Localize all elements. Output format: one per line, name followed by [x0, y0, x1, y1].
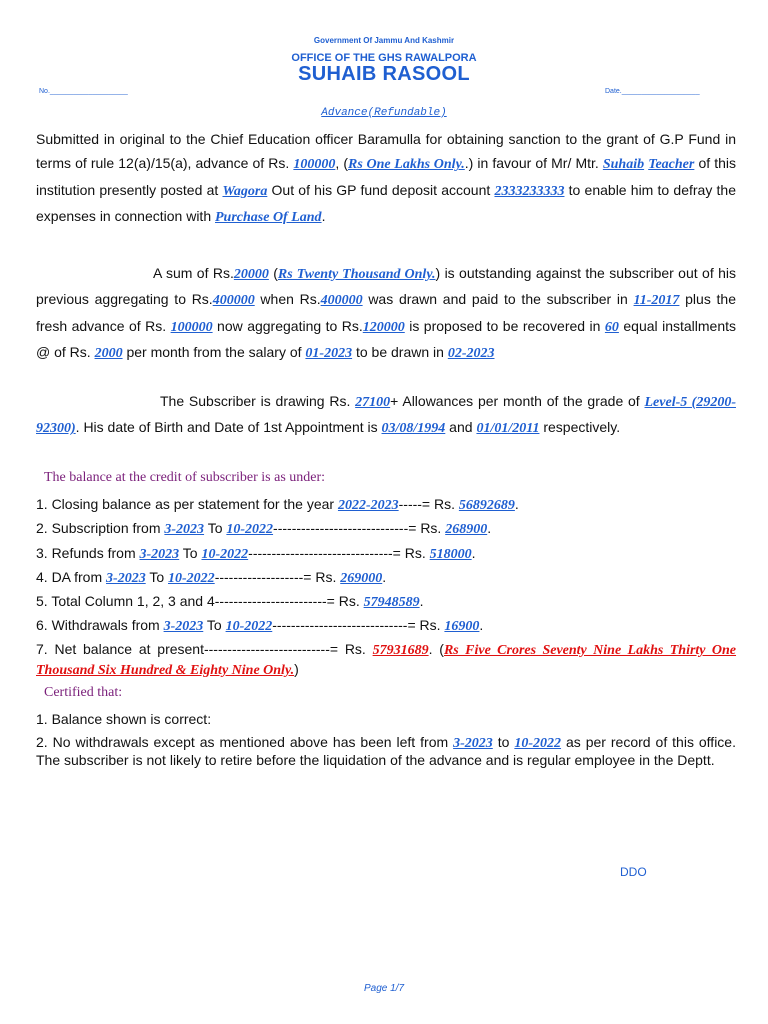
posted-at: Wagora — [222, 183, 268, 199]
pay-grade: Level-5 (29200-92300) — [36, 395, 736, 437]
account-number: 2333233333 — [494, 183, 565, 199]
advance-amount-words: Rs One Lakhs Only. — [348, 157, 465, 173]
balance-item-1: 1. Closing balance as per statement for the year 2022-2023-----= Rs. 56892689. — [36, 496, 519, 513]
certified-heading: Certified that: — [44, 685, 123, 700]
previous-aggregate: 400000 — [212, 293, 255, 309]
date-field: Date.____________________ — [605, 88, 700, 95]
drawn-in: 02-2023 — [447, 345, 495, 361]
government-title: Government Of Jammu And Kashmir — [313, 36, 455, 45]
subject-line: Advance(Refundable) — [321, 107, 447, 119]
aggregate-amount: 120000 — [362, 319, 405, 335]
paragraph-salary: The Subscriber is drawing Rs. 27100+ Allowances per month of the grade of Level-5 (29200-92300). His date of Birth and Date of 1st Appointment is 03/08/1994 and 01/01/2011 respectively. — [36, 393, 736, 437]
ddo-signature-label: DDO — [620, 865, 647, 879]
salary-from: 01-2023 — [305, 345, 353, 361]
advance-amount: 100000 — [293, 157, 336, 173]
date-of-appointment: 01/01/2011 — [476, 421, 540, 437]
office-title: OFFICE OF THE GHS RAWALPORA — [291, 52, 477, 64]
outstanding-amount: 20000 — [233, 267, 269, 282]
purpose: Purchase Of Land — [215, 209, 322, 225]
balance-heading: The balance at the credit of subscriber is as under: — [44, 470, 326, 485]
number-field: No.____________________ — [39, 88, 128, 95]
fresh-advance: 100000 — [170, 319, 213, 335]
date-of-birth: 03/08/1994 — [381, 421, 446, 437]
pay-amount: 27100 — [355, 395, 391, 410]
balance-item-7: 7. Net balance at present---------------------------= Rs. 57931689. (Rs Five Crores Seventy Nine Lakhs Thirty One Thousand Six Hundred & Eighty Nine Only.) — [36, 641, 737, 678]
paragraph-submission: Submitted in original to the Chief Education officer Baramulla for obtaining sanction to the grant of G.P Fund in terms of rule 12(a)/15(a), advance of Rs. 100000, (Rs One Lakhs Only..) in favour of Mr/ Mtr. Suhaib Teacher of this institution presently posted at Wagora Out of his GP fund deposit account 2333233333 to enable him to defray the expenses in connection with Purchase Of Land. — [36, 131, 736, 225]
drawn-date: 11-2017 — [633, 293, 680, 309]
page-number: Page 1/7 — [363, 983, 405, 994]
balance-item-5: 5. Total Column 1, 2, 3 and 4------------------------= Rs. 57948589. — [36, 593, 424, 610]
certificate-item-2: 2. No withdrawals except as mentioned above has been left from 3-2023 to 10-2022 as per record of this office. The subscriber is not likely to retire before the liquidation of the advance and is regular employee in the Deptt. — [36, 734, 736, 768]
balance-item-6: 6. Withdrawals from 3-2023 To 10-2022-----------------------------= Rs. 16900. — [36, 617, 484, 634]
officer-name: SUHAIB RASOOL — [298, 63, 470, 85]
balance-item-4: 4. DA from 3-2023 To 10-2022-------------------= Rs. 269000. — [36, 569, 387, 586]
net-balance-words: Rs Five Crores Seventy Nine Lakhs Thirty One Thousand Six Hundred & Eighty Nine Only. — [36, 643, 737, 678]
employee-designation: Teacher — [648, 157, 695, 173]
employee-name: Suhaib — [602, 157, 645, 173]
certificate-item-1: 1. Balance shown is correct: — [36, 711, 212, 727]
outstanding-words: Rs Twenty Thousand Only. — [277, 267, 436, 282]
balance-item-2: 2. Subscription from 3-2023 To 10-2022-----------------------------= Rs. 268900. — [36, 520, 492, 537]
net-balance: 57931689 — [372, 643, 429, 658]
paragraph-outstanding: A sum of Rs.20000 (Rs Twenty Thousand Only.) is outstanding against the subscriber out of his previous aggregating to Rs.400000 when Rs.400000 was drawn and paid to the subscriber in 11-2017 plus the fresh advance of Rs. 100000 now aggregating to Rs.120000 is proposed to be recovered in 60 equal installments @ of Rs. 2000 per month from the salary of 01-2023 to be drawn in 02-2023 — [36, 265, 737, 361]
per-month: 2000 — [94, 345, 123, 361]
installments: 60 — [604, 319, 619, 335]
balance-item-3: 3. Refunds from 3-2023 To 10-2022-------------------------------= Rs. 518000. — [36, 545, 476, 562]
drawn-amount: 400000 — [320, 293, 363, 309]
